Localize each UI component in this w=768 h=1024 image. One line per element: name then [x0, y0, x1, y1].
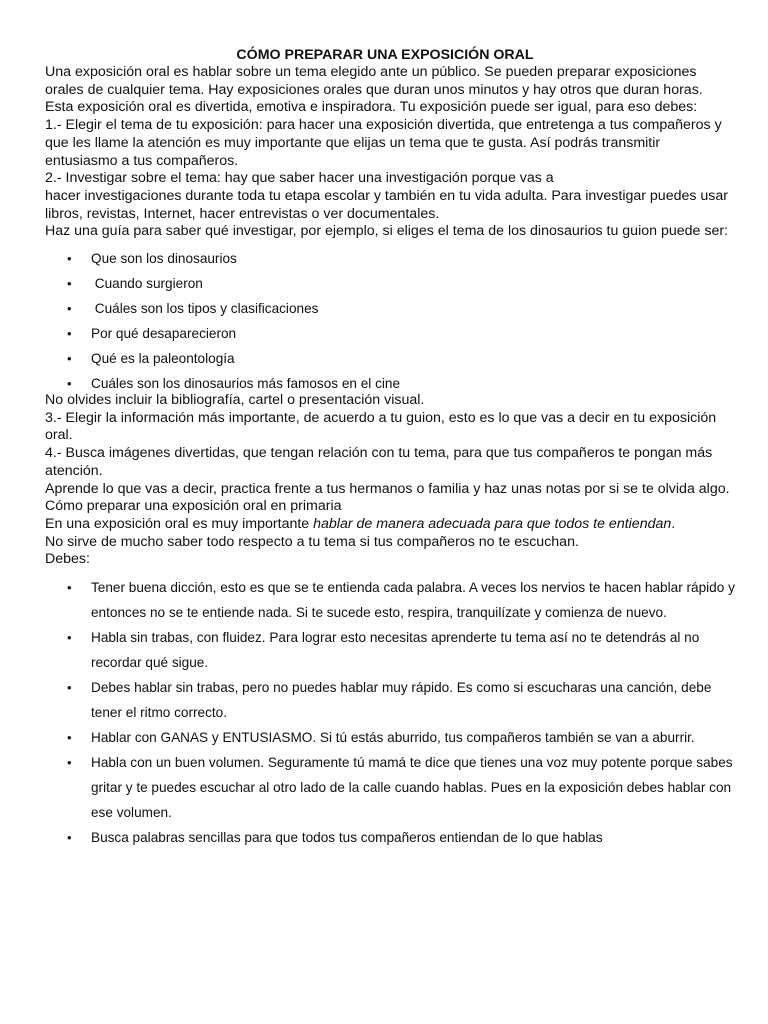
- emphasis-before: En una exposición oral es muy importante: [45, 515, 314, 532]
- list-item: • Busca palabras sencillas para que todos tus compañeros entiendan de lo que hablas: [45, 825, 735, 850]
- document-title: CÓMO PREPARAR UNA EXPOSICIÓN ORAL: [236, 47, 534, 63]
- list-item: • Tener buena dicción, esto es que se te entienda cada palabra. A veces los nervios te hacen hablar rápido y entonces no se te entiende nada. Si te sucede esto, respira, tranquilízate y comienza de nuevo.: [45, 575, 735, 625]
- list-item: • Qué es la paleontología: [45, 346, 735, 371]
- paragraph: 3.- Elegir la información más importante, de acuerdo a tu guion, esto es lo que vas a decir en tu exposición oral.: [45, 409, 717, 444]
- paragraph: Debes:: [45, 551, 90, 568]
- paragraph: 2.- Investigar sobre el tema: hay que saber hacer una investigación porque vas a: [45, 170, 554, 187]
- middle-section: [45, 392, 735, 569]
- list-item: • Que son los dinosaurios: [45, 246, 735, 271]
- list-item: • Cuando surgieron: [45, 271, 735, 296]
- list-item: • Cuáles son los dinosaurios más famosos en el cine: [45, 375, 735, 392]
- list-item: • Habla sin trabas, con fluidez. Para lograr esto necesitas aprenderte tu tema así no te detendrás al no recordar qué sigue.: [45, 625, 735, 675]
- paragraph: Esta exposición oral es divertida, emotiva e inspiradora. Tu exposición puede ser igual, para eso debes:: [45, 99, 698, 116]
- section-subtitle: Cómo preparar una exposición oral en primaria: [45, 498, 342, 515]
- list-item: • Habla con un buen volumen. Seguramente tú mamá te dice que tienes una voz muy potente porque sabes gritar y te puedes escuchar al otro lado de la calle cuando hablas. Pues en la exposición debes hablar con ese volumen.: [45, 750, 735, 825]
- paragraph: Haz una guía para saber qué investigar, por ejemplo, si eliges el tema de los dinosaurios tu guion puede ser:: [45, 223, 728, 240]
- paragraph: 4.- Busca imágenes divertidas, que tengan relación con tu tema, para que tus compañeros te pongan más atención.: [45, 445, 713, 479]
- list-item: • Hablar con GANAS y ENTUSIASMO. Si tú estás aburrido, tus compañeros también se van a aburrir.: [45, 725, 735, 750]
- guide-list: [45, 241, 735, 392]
- paragraph: No sirve de mucho saber todo respecto a tu tema si tus compañeros no te escuchan.: [45, 533, 579, 550]
- emphasis-after: .: [671, 515, 676, 532]
- paragraph: Aprende lo que vas a decir, practica frente a tus hermanos o familia y haz unas notas por si se te olvida algo.: [45, 480, 730, 497]
- intro-section: [45, 64, 735, 241]
- paragraph: hacer investigaciones durante toda tu etapa escolar y también en tu vida adulta. Para investigar puedes usar libros, revistas, Internet, hacer entrevistas o ver documentales.: [45, 187, 729, 222]
- list-item: • Cuáles son los tipos y clasificaciones: [45, 296, 735, 321]
- paragraph: No olvides incluir la bibliografía, cartel o presentación visual.: [45, 392, 425, 409]
- emphasis-paragraph: [45, 516, 735, 534]
- emphasis-italic: hablar de manera adecuada para que todos te entiendan: [313, 515, 672, 532]
- paragraph: Una exposición oral es hablar sobre un tema elegido ante un público. Se pueden preparar exposiciones orales de cualquier tema. Hay exposiciones orales que duran unos minutos y hay otros que duran horas.: [45, 64, 703, 98]
- tips-list: [45, 569, 735, 850]
- list-item: • Debes hablar sin trabas, pero no puedes hablar muy rápido. Es como si escucharas una canción, debe tener el ritmo correcto.: [45, 675, 735, 725]
- list-item: • Por qué desaparecieron: [45, 321, 735, 346]
- document-page: [45, 0, 735, 850]
- paragraph: 1.- Elegir el tema de tu exposición: para hacer una exposición divertida, que entretenga a tus compañeros y que les llame la atención es muy importante que elijas un tema que te gusta. Así podrás transmitir entusiasmo a tus compañeros.: [45, 117, 722, 169]
